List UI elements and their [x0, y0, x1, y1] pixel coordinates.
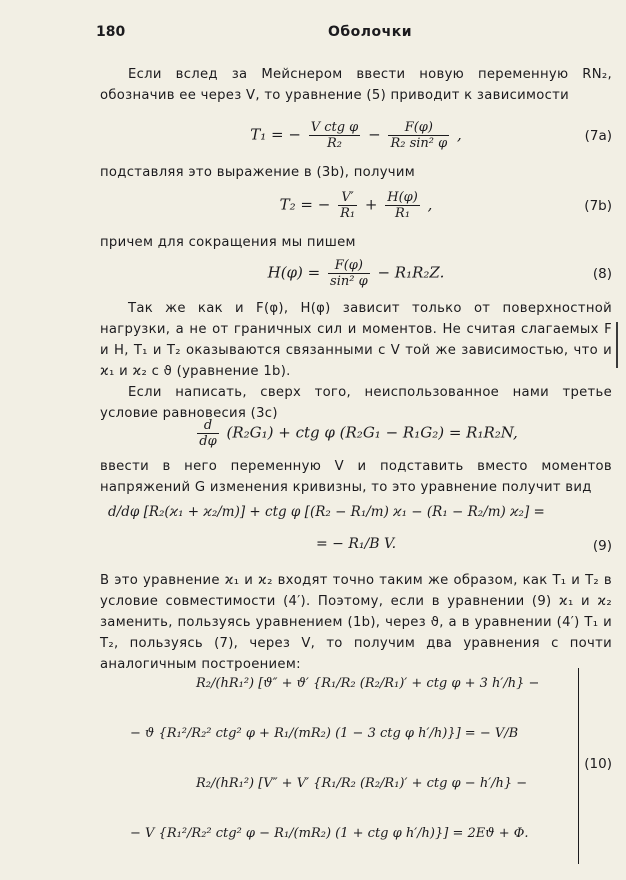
eq-3c-d-denominator: dφ: [199, 434, 217, 449]
eq-7b-f2-numerator: H(φ): [387, 190, 418, 205]
eq-8-fraction: [328, 258, 370, 289]
paragraph-6-text: ввести в него переменную V и подставить вместо моментов напряжений G изменения кривизны, то это уравнение получит вид: [100, 459, 612, 495]
paragraph-7-text: В это уравнение ϰ₁ и ϰ₂ входят точно таким же образом, как T₁ и T₂ в условие совместимости (4′). Поэтому, если в уравнении (9) ϰ₁ и ϰ₂ заменить, пользуясь уравнением (1b), через ϑ, а в уравнении (4′) T₁ и T₂, пользуясь (7), через V, то получим два уравнения с почти аналогичным построением:: [100, 573, 612, 672]
eq-7a-f2-numerator: F(φ): [388, 120, 449, 136]
equation-3c: [100, 418, 612, 452]
paragraph-1-text: Если вслед за Мейснером ввести новую переменную RN₂, обозначив ее через V, то уравнение (5) приводит к зависимости: [100, 67, 612, 103]
eq-3c-d-numerator: d: [197, 418, 218, 434]
eq-7b-operator: +: [364, 195, 378, 214]
eq-8-numerator: F(φ): [328, 258, 370, 274]
eq-7b-tail: ,: [427, 195, 433, 214]
eq-10-grouping-bar: [578, 668, 579, 864]
paragraph-3: [100, 232, 612, 253]
paragraph-1: [100, 64, 612, 106]
eq-7a-fraction-1: [309, 120, 361, 151]
eq-7b-fraction-2: [385, 190, 420, 221]
eq-7a-tail: ,: [457, 125, 462, 144]
eq-8-number: (8): [592, 266, 612, 282]
paragraph-3-text: причем для сокращения мы пишем: [100, 235, 356, 250]
paragraph-2: [100, 162, 612, 183]
eq-10-line-2: − ϑ {R₁²/R₂² ctg² φ + R₁/(mR₂) (1 − 3 ctg φ h′/h)}] = − V/B: [130, 726, 519, 741]
paragraph-7: [100, 570, 612, 675]
eq-7b-f2-denominator: R₁: [395, 206, 411, 221]
eq-7b-f1-denominator: R₁: [340, 206, 356, 221]
eq-10-line-3: R₂/(hR₁²) [V″ + V′ {R₁/R₂ (R₂/R₁)′ + ctg φ − h′/h} −: [196, 776, 528, 791]
eq-7a-lhs: T₁ = −: [250, 125, 301, 144]
paragraph-5-text: Если написать, сверх того, неиспользованное нами третье условие равновесия (3c): [100, 385, 612, 421]
eq-7b-fraction-1: [338, 190, 357, 221]
equation-7a: [100, 120, 612, 154]
eq-7b-f1-numerator: V′: [338, 190, 357, 206]
eq-10-number: (10): [584, 756, 612, 772]
eq-7a-number: (7a): [584, 128, 612, 144]
eq-7b-number: (7b): [584, 198, 612, 214]
equation-7b: [100, 190, 612, 224]
equation-9: [100, 498, 612, 562]
page-header: [96, 24, 616, 44]
eq-9-line-1: d/dφ [R₂(ϰ₁ + ϰ₂/m)] + ctg φ [(R₂ − R₁/m) ϰ₁ − (R₁ − R₂/m) ϰ₂] =: [108, 504, 545, 520]
eq-3c-derivative: [197, 418, 218, 449]
eq-10-line-4: − V {R₁²/R₂² ctg² φ − R₁/(mR₂) (1 + ctg φ h′/h)}] = 2Eϑ + Φ.: [130, 826, 529, 841]
page-number: 180: [96, 24, 126, 40]
equation-8: [100, 258, 612, 292]
eq-8-denominator: sin² φ: [330, 274, 368, 289]
eq-8-tail: − R₁R₂Z.: [377, 263, 445, 282]
eq-10-line-1: R₂/(hR₁²) [ϑ″ + ϑ′ {R₁/R₂ (R₂/R₁)′ + ctg φ + 3 h′/h} −: [196, 676, 540, 691]
eq-7a-f1-numerator: V ctg φ: [310, 120, 359, 135]
paragraph-4-text: Так же как и F(φ), H(φ) зависит только от поверхностной нагрузки, а не от граничных сил и моментов. Не считая слагаемых F и H, T₁ и T₂ оказываются связанными с V той же зависимостью, что и ϰ₁ и ϰ₂ с ϑ (уравнение 1b).: [100, 301, 612, 379]
eq-8-lhs: H(φ) =: [267, 263, 321, 282]
eq-7a-f1-denominator: R₂: [327, 136, 342, 151]
paragraph-4: [100, 298, 612, 382]
margin-line: [616, 322, 618, 368]
running-title: Оболочки: [328, 24, 413, 40]
eq-7a-f2-denominator: R₂ sin² φ: [390, 136, 448, 151]
eq-7a-operator: −: [368, 125, 381, 144]
eq-9-number: (9): [592, 538, 612, 554]
eq-3c-body: (R₂G₁) + ctg φ (R₂G₁ − R₁G₂) = R₁R₂N,: [226, 423, 518, 442]
eq-7a-fraction-2: [388, 120, 449, 151]
eq-9-line-2: = − R₁/B V.: [316, 536, 397, 552]
equation-10: [100, 664, 612, 868]
paragraph-6: [100, 456, 612, 498]
eq-7b-lhs: T₂ = −: [279, 195, 331, 214]
paragraph-2-text: подставляя это выражение в (3b), получим: [100, 165, 416, 180]
